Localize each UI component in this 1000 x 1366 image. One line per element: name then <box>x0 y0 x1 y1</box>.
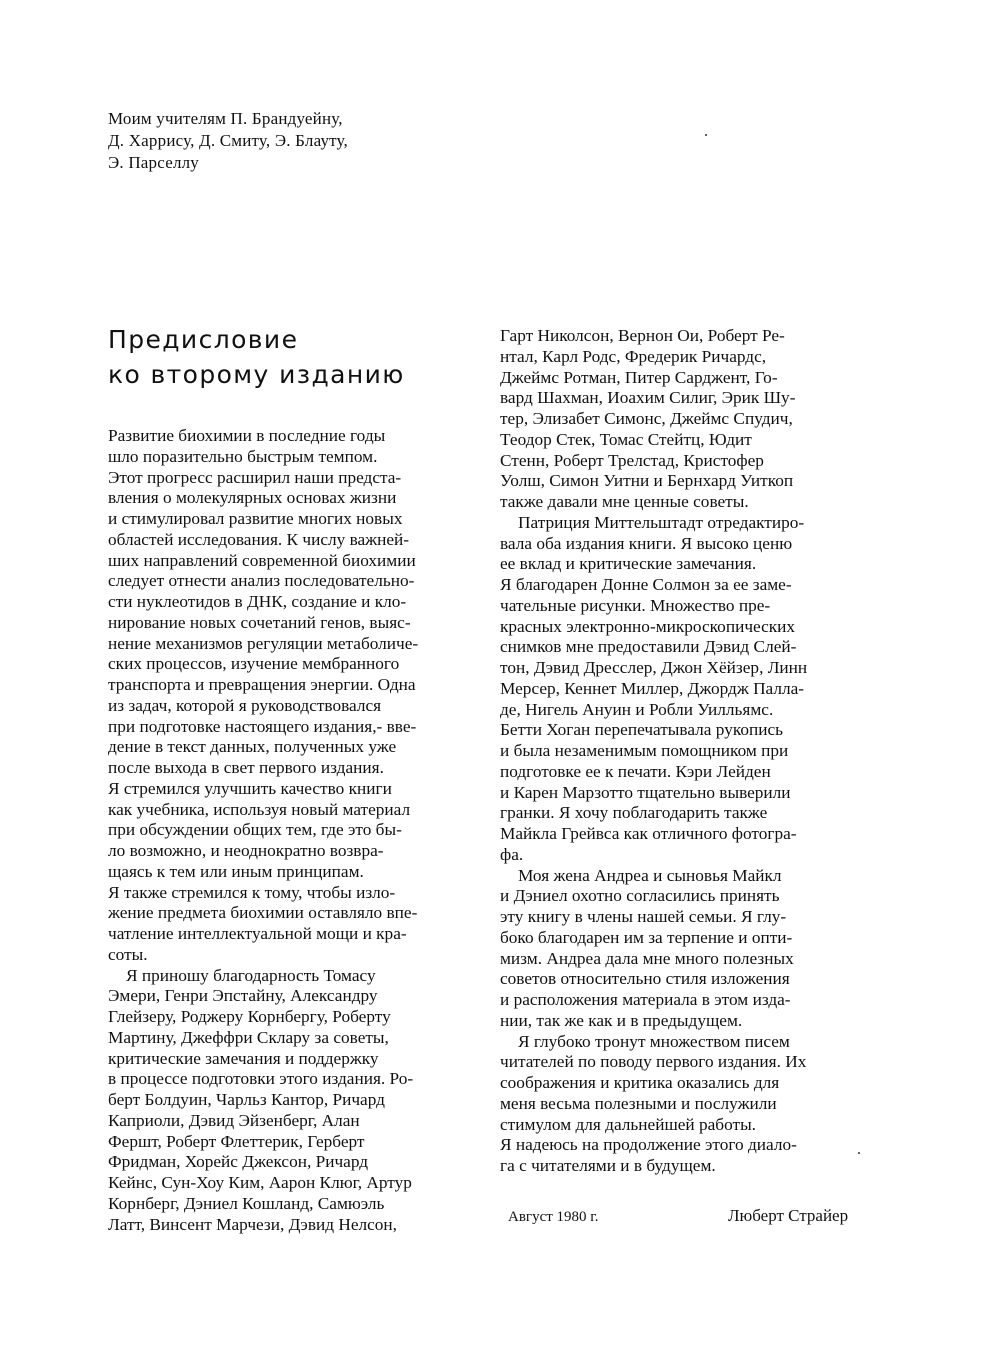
text-line: дение в текст данных, полученных уже <box>108 737 397 757</box>
text-line: тер, Элизабет Симонс, Джеймс Спудич, <box>500 409 793 428</box>
text-line: сти нуклеотидов в ДНК, создание и кло- <box>108 592 407 611</box>
text-line: красных электронно-микроскопических <box>500 616 796 636</box>
text-line: гранки. Я хочу поблагодарить также <box>500 803 768 823</box>
text-line: советов относительно стиля изложения <box>500 969 790 989</box>
text-line: Я глубоко тронут множеством писем <box>518 1031 790 1051</box>
text-line: и была незаменимым помощником при <box>500 741 789 760</box>
text-line: вард Шахман, Иоахим Силиг, Эрик Шу- <box>500 388 796 408</box>
print-speck <box>858 1152 860 1154</box>
text-line: вления о молекулярных основах жизни <box>108 488 397 508</box>
text-line: и расположения материала в этом изда- <box>500 990 791 1009</box>
text-line: также давали мне ценные советы. <box>500 492 749 511</box>
dedication-line: Д. Харрису, Д. Смиту, Э. Блауту, <box>108 131 349 150</box>
text-line: из задач, которой я руководствовался <box>108 695 382 715</box>
text-line: Развитие биохимии в последние годы <box>108 426 386 445</box>
text-line: при обсуждении общих тем, где это бы- <box>108 820 402 840</box>
text-line: Стенн, Роберт Трелстад, Кристофер <box>500 450 764 470</box>
text-line: чательные рисунки. Множество пре- <box>500 595 771 615</box>
text-line: Уолш, Симон Уитни и Бернхард Уиткоп <box>500 471 794 491</box>
text-line: Я стремился улучшить качество книги <box>108 778 392 798</box>
text-line: подготовке ее к печати. Кэри Лейден <box>500 761 771 781</box>
text-line: Мартину, Джеффри Склару за советы, <box>108 1027 389 1047</box>
text-line: берт Болдуин, Чарльз Кантор, Ричард <box>108 1090 385 1109</box>
text-line: ее вклад и критические замечания. <box>500 554 757 574</box>
text-line: Мерсер, Кеннет Миллер, Джордж Палла- <box>500 678 805 698</box>
text-line: следует отнести анализ последовательно- <box>108 571 415 591</box>
text-line: соты. <box>108 944 148 964</box>
text-line: Этот прогресс расширил наши предста- <box>108 467 402 487</box>
page-title <box>108 322 468 392</box>
text-line: де, Нигель Ануин и Робли Уилльямс. <box>500 699 774 719</box>
text-line: фа. <box>500 844 524 864</box>
title-line: Предисловие <box>108 325 299 354</box>
text-line: нии, так же как и в предыдущем. <box>500 1010 743 1030</box>
text-line: щаясь к тем или иным принципам. <box>108 861 364 881</box>
text-line: ших направлений современной биохимии <box>108 550 416 570</box>
text-line: нтал, Карл Родс, Фредерик Ричардс, <box>500 346 767 366</box>
text-line: Теодор Стек, Томас Стейтц, Юдит <box>500 429 752 449</box>
text-line: Эмери, Генри Эпстайну, Александру <box>108 986 378 1006</box>
text-line: нение механизмов регуляции метаболиче- <box>108 633 419 653</box>
dedication-line: Э. Парселлу <box>108 153 200 172</box>
text-line: транспорта и превращения энергии. Одна <box>108 675 416 694</box>
text-line: шло поразительно быстрым темпом. <box>108 446 378 466</box>
text-line: мизм. Андреа дала мне много полезных <box>500 948 794 968</box>
text-line: эту книгу в члены нашей семьи. Я глу- <box>500 907 787 926</box>
text-line: и Дэниел охотно согласились принять <box>500 886 780 906</box>
text-line: нирование новых сочетаний генов, выяс- <box>108 612 411 632</box>
text-line: Глейзеру, Роджеру Корнбергу, Роберту <box>108 1007 391 1026</box>
text-line: Гарт Николсон, Вернон Ои, Роберт Ре- <box>500 326 785 345</box>
text-line: Кейнс, Сун-Хоу Ким, Аарон Клюг, Артур <box>108 1173 412 1192</box>
text-line: боко благодарен им за терпение и опти- <box>500 927 793 947</box>
text-line: Патриция Миттельштадт отредактиро- <box>518 512 805 532</box>
text-line: Я приношу благодарность Томасу <box>126 965 376 985</box>
text-line: Фридман, Хорейс Джексон, Ричард <box>108 1152 369 1172</box>
print-speck <box>705 134 707 136</box>
text-line: после выхода в свет первого издания. <box>108 758 384 777</box>
text-line: при подготовке настоящего издания,- вве- <box>108 716 417 736</box>
text-line: стимулом для дальнейшей работы. <box>500 1114 756 1134</box>
text-line: соображения и критика оказались для <box>500 1073 780 1092</box>
text-line: жение предмета биохимии оставляло впе- <box>108 903 418 923</box>
text-line: Я также стремился к тому, чтобы изло- <box>108 882 396 902</box>
text-line: и Карен Марзотто тщательно выверили <box>500 782 791 802</box>
title-line: ко второму изданию <box>108 360 405 389</box>
text-line: снимков мне предоставили Дэвид Слей- <box>500 637 797 657</box>
text-line: критические замечания и поддержку <box>108 1048 379 1068</box>
text-line: вала оба издания книги. Я высоко ценю <box>500 533 793 553</box>
text-line: Джеймс Ротман, Питер Сарджент, Го- <box>500 367 778 387</box>
text-line: и стимулировал развитие многих новых <box>108 509 403 528</box>
text-line: как учебника, используя новый материал <box>108 799 411 819</box>
text-line: чатление интеллектуальной мощи и кра- <box>108 924 407 943</box>
text-line: Моя жена Андреа и сыновья Майкл <box>518 865 782 885</box>
text-line: читателей по поводу первого издания. Их <box>500 1052 807 1072</box>
text-line: Я благодарен Донне Солмон за ее заме- <box>500 575 792 594</box>
dedication-line: Моим учителям П. Брандуейну, <box>108 109 343 128</box>
dedication <box>108 108 508 174</box>
text-line: Бетти Хоган перепечатывала рукопись <box>500 720 784 740</box>
text-line: Корнберг, Дэниел Кошланд, Самюэль <box>108 1193 385 1213</box>
text-line: га с читателями и в будущем. <box>500 1156 716 1175</box>
text-line: меня весьма полезными и послужили <box>500 1093 777 1113</box>
text-line: в процессе подготовки этого издания. Ро- <box>108 1069 414 1089</box>
text-line: Майкла Грейвса как отличного фотогра- <box>500 824 797 843</box>
text-line: ских процессов, изучение мембранного <box>108 654 400 674</box>
right-text-column <box>500 326 880 1177</box>
author-signature: Люберт Страйер <box>728 1206 849 1225</box>
text-line: ло возможно, и неоднократно возвра- <box>108 841 384 860</box>
text-line: тон, Дэвид Дресслер, Джон Хёйзер, Линн <box>500 658 808 677</box>
text-line: Латт, Винсент Марчези, Дэвид Нелсон, <box>108 1214 397 1234</box>
text-line: Каприоли, Дэвид Эйзенберг, Алан <box>108 1110 360 1130</box>
text-line: Я надеюсь на продолжение этого диало- <box>500 1135 797 1155</box>
text-line: областей исследования. К числу важней- <box>108 529 410 549</box>
text-line: Фершт, Роберт Флеттерик, Герберт <box>108 1131 365 1151</box>
left-text-column <box>108 426 478 1235</box>
preface-date: Август 1980 г. <box>508 1209 599 1225</box>
